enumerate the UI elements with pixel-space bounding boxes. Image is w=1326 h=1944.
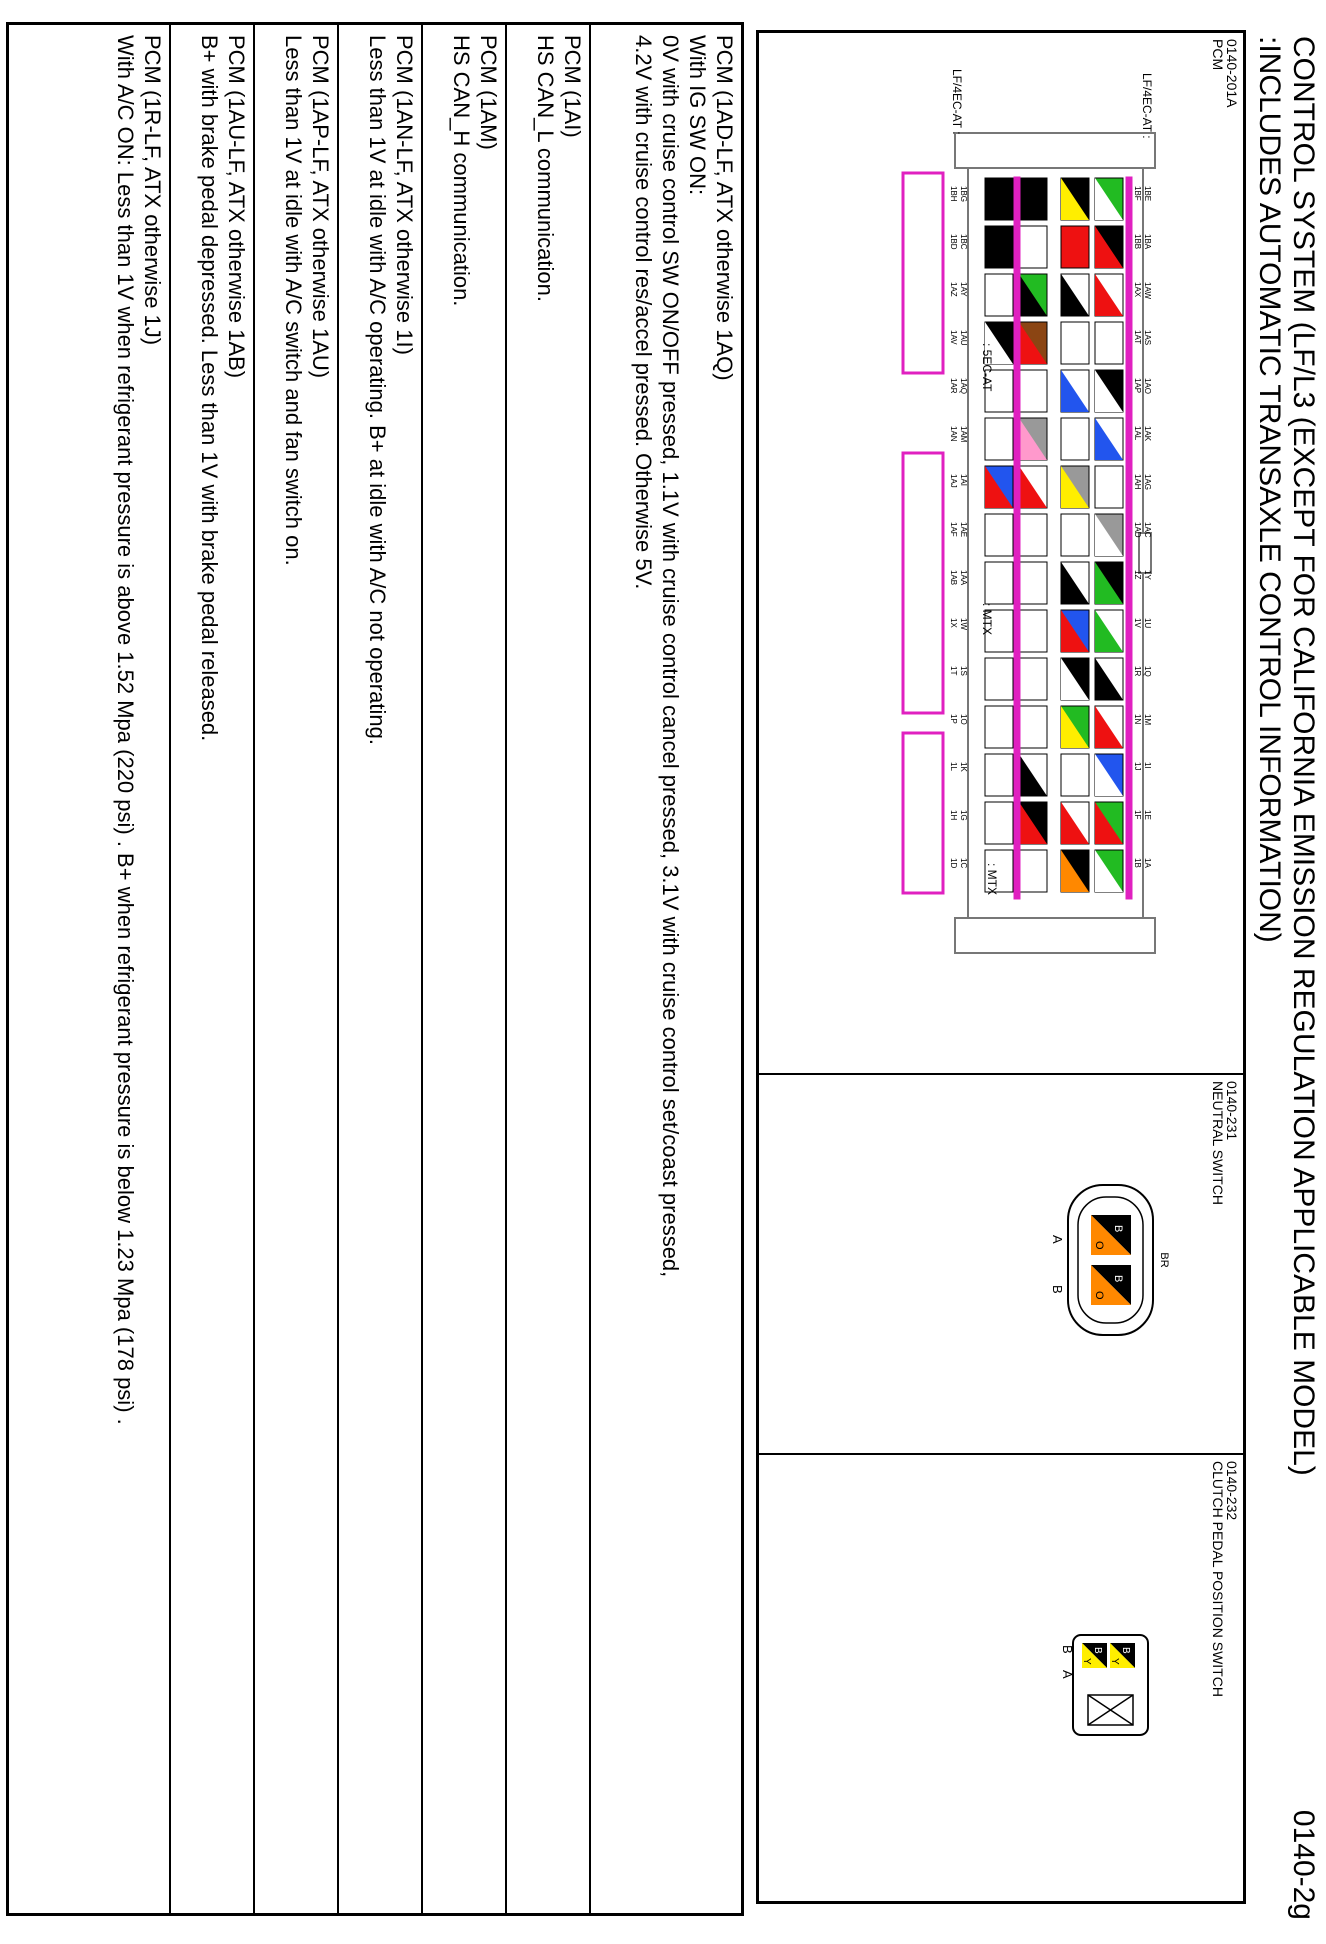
pcm-pin: [1019, 274, 1047, 316]
pin-id-label: 1AG: [1143, 474, 1152, 491]
variant-outline: [903, 733, 943, 893]
pin-id-label: 1AQ: [959, 378, 968, 395]
clutch-switch-pin-b: [1109, 1643, 1135, 1668]
pin-id-label: 1V: [1133, 618, 1142, 628]
pin-id-label: 1AC: [1143, 522, 1152, 538]
pin-cell: [985, 274, 1013, 316]
pcm-connector-diagram: [759, 33, 1243, 1069]
pin-cell: [985, 178, 1013, 220]
row-detail: B+ with brake pedal depressed. Less than 1V with brake pedal released.: [197, 35, 222, 742]
pin-id-label: 1BE: [1143, 186, 1152, 202]
pin-id-label: 1AM: [959, 426, 968, 443]
pcm-pin: [1095, 754, 1123, 796]
pcm-pin: [1061, 514, 1089, 556]
pcm-pin: [985, 226, 1013, 268]
pin-id-label: 1X: [949, 618, 958, 628]
pin-id-label: 1C: [959, 858, 968, 869]
pin-id-label: 1AN: [949, 426, 958, 442]
lf4ecat-bottom-label: LF/4EC-AT :: [950, 69, 964, 135]
pcm-pin: [1061, 466, 1089, 508]
row-detail: With IG SW ON:: [685, 35, 710, 196]
pin-cell: [1061, 322, 1089, 364]
pin-id-label: 1AE: [959, 522, 968, 538]
housing-key: [1139, 533, 1151, 573]
neutral-switch-cell: [759, 1073, 1243, 1453]
pin-id-label: 1M: [1143, 714, 1152, 726]
pcm-pin: [1061, 754, 1089, 796]
pin-id-label: 1E: [1143, 810, 1152, 820]
pin-cell: [1019, 706, 1047, 748]
pin-id-label: 1AW: [1143, 282, 1152, 300]
pcm-pin: [985, 754, 1013, 796]
pcm-pin: [985, 418, 1013, 460]
pin-wire-label: B: [1112, 1225, 1124, 1233]
pcm-pin: [1019, 802, 1047, 844]
clutch-switch-cell: [759, 1453, 1243, 1901]
pin-cell: [985, 418, 1013, 460]
wire-color-label: BR: [1158, 1252, 1170, 1268]
mtx-label-2: : MTX: [985, 863, 999, 895]
pin-cell: [1019, 226, 1047, 268]
pin-wire-label: Y: [1081, 1658, 1092, 1665]
pin-id-label: 1BG: [959, 186, 968, 203]
lf4ecat-top-label: LF/4EC-AT :: [1140, 73, 1154, 139]
variant-outline: [903, 173, 943, 373]
pcm-pin: [1095, 658, 1123, 700]
pin-label-a: A: [1050, 1235, 1065, 1244]
pcm-pin: [1019, 610, 1047, 652]
pin-id-label: 1K: [959, 762, 968, 772]
page-title: [1252, 36, 1320, 1476]
variant-outline: [1127, 178, 1131, 898]
pcm-pin: [1019, 322, 1047, 364]
pcm-pin: [1019, 562, 1047, 604]
pin-id-label: 1AV: [949, 330, 958, 345]
table-row: [423, 25, 507, 1913]
pin-wire-label: B: [1112, 1275, 1124, 1283]
pcm-pin: [1019, 754, 1047, 796]
pin-wire-label: B: [1092, 1647, 1103, 1654]
pin-cell: [985, 706, 1013, 748]
pin-id-label: 1AJ: [949, 474, 958, 488]
pcm-pin: [1019, 370, 1047, 412]
pin-id-label: 1AY: [959, 282, 968, 297]
row-pin-title: PCM (1R-LF, ATX otherwise 1J): [140, 35, 165, 346]
pin-id-label: 1AL: [1133, 426, 1142, 441]
row-detail: HS CAN_L communication.: [533, 35, 558, 302]
pin-id-label: 1L: [949, 762, 958, 771]
pin-id-label: 1F: [1133, 810, 1142, 820]
row-pin-title: PCM (1AP-LF, ATX otherwise 1AU): [308, 35, 333, 379]
pin-id-label: 1BH: [949, 186, 958, 202]
neutral-switch-pin-a: [1091, 1265, 1131, 1305]
pcm-pin: [1095, 850, 1123, 892]
table-row: [591, 25, 741, 1913]
pcm-pin: [1095, 370, 1123, 412]
pin-cell: [985, 658, 1013, 700]
table-row: [9, 25, 171, 1913]
pcm-pin: [1061, 274, 1089, 316]
row-detail: HS CAN_H communication.: [449, 35, 474, 307]
pcm-pin: [1061, 418, 1089, 460]
pin-id-label: 1AA: [959, 570, 968, 586]
table-row: [507, 25, 591, 1913]
table-row: [171, 25, 255, 1913]
pin-id-label: 1T: [949, 666, 958, 676]
pin-id-label: 1AF: [949, 522, 958, 537]
pcm-pin: [1095, 178, 1123, 220]
pin-cell: [1095, 322, 1123, 364]
row-pin-title: PCM (1AN-LF, ATX otherwise 1I): [392, 35, 417, 355]
pin-id-label: 1Y: [1143, 570, 1152, 580]
pin-id-label: 1AZ: [949, 282, 958, 297]
pcm-pin: [1095, 418, 1123, 460]
pcm-pin: [1061, 610, 1089, 652]
connector-code: 0140-201A: [1224, 39, 1240, 108]
pcm-pin: [1095, 610, 1123, 652]
page-code: 0140-2g: [1287, 1809, 1320, 1920]
pin-label-b: B: [1060, 1645, 1075, 1654]
pin-cell: [985, 514, 1013, 556]
connector-code: 0140-232: [1224, 1461, 1240, 1521]
pin-id-label: 1AT: [1133, 330, 1142, 345]
clutch-switch-pin-a: [1081, 1643, 1107, 1668]
pin-cell: [985, 226, 1013, 268]
pcm-pin: [1095, 466, 1123, 508]
pin-id-label: 1AO: [1143, 378, 1152, 395]
neutral-switch-diagram: [759, 1075, 1243, 1451]
mtx-label-1: : MTX: [980, 603, 994, 635]
pin-id-label: 1BA: [1143, 234, 1152, 250]
pcm-pin: [1019, 658, 1047, 700]
pin-cell: [985, 562, 1013, 604]
row-detail: 4.2V with cruise control res/accel pressed. Otherwise 5V.: [631, 35, 656, 590]
row-pin-title: PCM (1AD-LF, ATX otherwise 1AQ): [712, 35, 737, 381]
pcm-pin: [1061, 802, 1089, 844]
connector-name: NEUTRAL SWITCH: [1210, 1081, 1226, 1205]
pin-cell: [1019, 850, 1047, 892]
pcm-pin: [1061, 322, 1089, 364]
pin-cell: [1019, 514, 1047, 556]
neutral-switch-pin-b: [1091, 1215, 1131, 1255]
pcm-pin: [1019, 418, 1047, 460]
connector-code: 0140-231: [1224, 1081, 1240, 1141]
pin-id-label: 1O: [959, 714, 968, 725]
pin-id-label: 1AI: [959, 474, 968, 487]
pin-cell: [1061, 514, 1089, 556]
clutch-switch-diagram: [759, 1455, 1243, 1899]
pin-id-label: 1AD: [1133, 522, 1142, 538]
pcm-pin: [1061, 850, 1089, 892]
title-line-2: :INCLUDES AUTOMATIC TRANSAXLE CONTROL INFORMATION): [1253, 36, 1286, 943]
pcm-connector-cell: [759, 33, 1243, 1073]
pin-wire-label: O: [1093, 1291, 1105, 1300]
pin-id-label: 1U: [1143, 618, 1152, 629]
pin-id-label: 1P: [949, 714, 958, 724]
pcm-pin: [985, 562, 1013, 604]
pin-cell: [1061, 754, 1089, 796]
row-detail: With A/C ON: Less than 1V when refrigerant pressure is above 1.52 Mpa (220 psi) . B+ when refrigerant pressure is below 1.23 Mpa (178 psi) .: [113, 35, 138, 1425]
pin-cell: [1019, 178, 1047, 220]
connector-name: CLUTCH PEDAL POSITION SWITCH: [1210, 1461, 1226, 1697]
pin-id-label: 1AB: [949, 570, 958, 586]
pcm-pin: [985, 274, 1013, 316]
pin-id-label: 1J: [1133, 762, 1142, 771]
pcm-pin: [985, 802, 1013, 844]
pcm-pin: [1019, 178, 1047, 220]
description-table: [6, 22, 744, 1916]
pcm-pin: [1019, 466, 1047, 508]
pcm-pin: [1095, 802, 1123, 844]
pin-id-label: 1S: [959, 666, 968, 676]
pin-id-label: 1BF: [1133, 186, 1142, 201]
pin-cell: [1095, 466, 1123, 508]
pin-id-label: 1BD: [949, 234, 958, 250]
pin-label-b: B: [1050, 1285, 1065, 1294]
variant-outline: [903, 453, 943, 713]
pin-id-label: 1AP: [1133, 378, 1142, 394]
pin-cell: [1019, 370, 1047, 412]
row-pin-title: PCM (1AI): [560, 35, 585, 138]
pcm-pin: [1095, 514, 1123, 556]
table-row: [255, 25, 339, 1913]
pcm-pin: [1061, 370, 1089, 412]
variant-outline: [1015, 178, 1019, 898]
housing-end-right: [955, 918, 1155, 953]
pin-cell: [1019, 610, 1047, 652]
pin-id-label: 1I: [1143, 762, 1152, 769]
pcm-pin: [1095, 226, 1123, 268]
pcm-pin: [1061, 706, 1089, 748]
5ecat-label: : 5EC-AT: [980, 343, 994, 392]
pin-wire-label: Y: [1109, 1658, 1120, 1665]
pin-id-label: 1AS: [1143, 330, 1152, 346]
row-pin-title: PCM (1AM): [476, 35, 501, 150]
pcm-pin: [1019, 514, 1047, 556]
pin-cell: [1061, 418, 1089, 460]
pcm-pin: [985, 514, 1013, 556]
pcm-pin: [1095, 322, 1123, 364]
pin-cell: [1061, 226, 1089, 268]
pcm-pin: [1061, 562, 1089, 604]
pin-id-label: 1AU: [959, 330, 968, 346]
pin-id-label: 1AK: [1143, 426, 1152, 442]
pin-id-label: 1AH: [1133, 474, 1142, 490]
row-detail: Less than 1V at idle with A/C switch and fan switch on.: [281, 35, 306, 566]
pcm-pin: [1019, 850, 1047, 892]
pin-label-a: A: [1060, 1670, 1075, 1679]
table-row: [339, 25, 423, 1913]
pin-cell: [985, 802, 1013, 844]
pin-id-label: 1A: [1143, 858, 1152, 868]
pin-id-label: 1BC: [959, 234, 968, 250]
pcm-pin: [1019, 226, 1047, 268]
housing-end-left: [955, 133, 1155, 168]
pcm-pin: [1019, 706, 1047, 748]
pcm-pin: [985, 466, 1013, 508]
row-detail: 0V with cruise control SW ON/OFF pressed, 1.1V with cruise control cancel pressed, 3.1V with cruise control set/coast pressed,: [658, 35, 683, 1278]
pcm-pin: [1061, 226, 1089, 268]
pcm-pin: [985, 706, 1013, 748]
row-detail: Less than 1V at idle with A/C operating. B+ at idle with A/C not operating.: [365, 35, 390, 745]
pcm-pin: [985, 178, 1013, 220]
pcm-pin: [1095, 562, 1123, 604]
pcm-pin: [1095, 274, 1123, 316]
pin-id-label: 1AR: [949, 378, 958, 394]
pin-cell: [1019, 658, 1047, 700]
title-line-1: CONTROL SYSTEM (LF/L3 (EXCEPT FOR CALIFORNIA EMISSION REGULATION APPLICABLE MODEL): [1287, 36, 1320, 1476]
pcm-pin: [985, 658, 1013, 700]
row-pin-title: PCM (1AU-LF, ATX otherwise 1AB): [224, 35, 249, 379]
pin-wire-label: O: [1093, 1241, 1105, 1250]
connector-name: PCM: [1210, 39, 1226, 71]
pin-id-label: 1Q: [1143, 666, 1152, 677]
pin-id-label: 1D: [949, 858, 958, 869]
pin-id-label: 1AX: [1133, 282, 1142, 298]
pin-id-label: 1H: [949, 810, 958, 821]
connector-panel: [756, 30, 1246, 1904]
pcm-pin: [1061, 178, 1089, 220]
pin-id-label: 1G: [959, 810, 968, 821]
pin-wire-label: B: [1120, 1647, 1131, 1654]
pin-id-label: 1N: [1133, 714, 1142, 725]
pin-id-label: 1BB: [1133, 234, 1142, 250]
pin-id-label: 1Z: [1133, 570, 1142, 580]
pin-cell: [985, 754, 1013, 796]
pin-cell: [1019, 562, 1047, 604]
pcm-pin: [1061, 658, 1089, 700]
pcm-pin: [1095, 706, 1123, 748]
pin-id-label: 1B: [1133, 858, 1142, 868]
pin-id-label: 1R: [1133, 666, 1142, 677]
pin-id-label: 1W: [959, 618, 968, 630]
